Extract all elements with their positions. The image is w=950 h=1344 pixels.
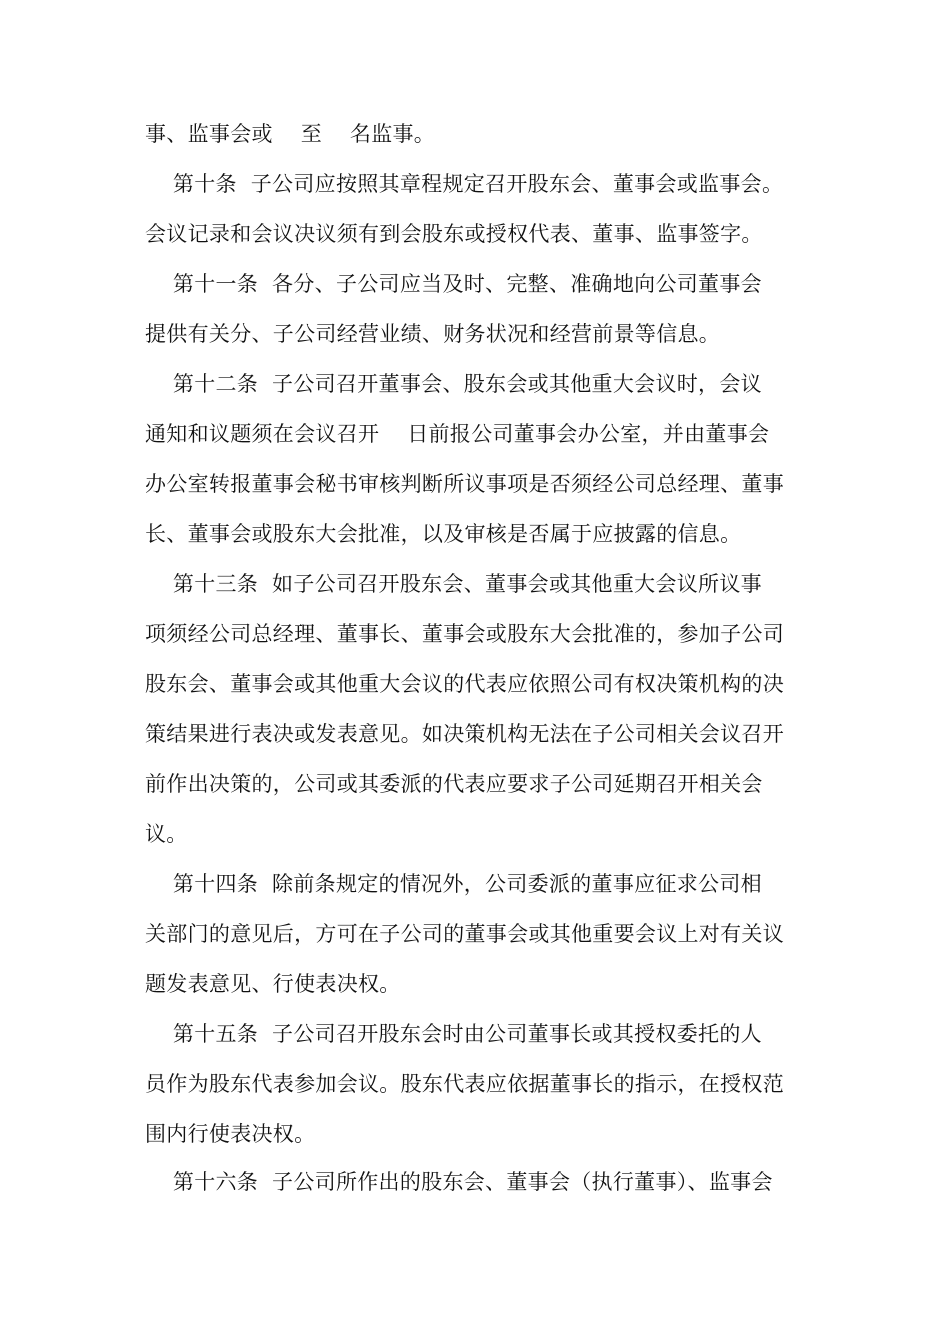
text-line: 第十三条 如子公司召开股东会、董事会或其他重大会议所议事 <box>145 572 762 596</box>
text-line: 办公室转报董事会秘书审核判断所议事项是否须经公司总经理、董事 <box>145 472 784 496</box>
text-line: 第十二条 子公司召开董事会、股东会或其他重大会议时，会议 <box>145 372 762 396</box>
text-line: 长、董事会或股东大会批准，以及审核是否属于应披露的信息。 <box>145 522 742 546</box>
text-line: 通知和议题须在会议召开 日前报公司董事会办公室，并由董事会 <box>145 422 770 446</box>
text-line: 围内行使表决权。 <box>145 1122 316 1146</box>
text-line: 题发表意见、行使表决权。 <box>145 972 401 996</box>
text-line: 提供有关分、子公司经营业绩、财务状况和经营前景等信息。 <box>145 322 721 346</box>
text-line: 策结果进行表决或发表意见。如决策机构无法在子公司相关会议召开 <box>145 722 784 746</box>
text-line: 第十六条 子公司所作出的股东会、董事会（执行董事）、监事会 <box>145 1170 773 1194</box>
text-line: 第十条 子公司应按照其章程规定召开股东会、董事会或监事会。 <box>145 172 784 196</box>
text-line: 事、监事会或 至 名监事。 <box>145 122 436 146</box>
text-line: 项须经公司总经理、董事长、董事会或股东大会批准的，参加子公司 <box>145 622 784 646</box>
text-line: 第十五条 子公司召开股东会时由公司董事长或其授权委托的人 <box>145 1022 762 1046</box>
text-line: 会议记录和会议决议须有到会股东或授权代表、董事、监事签字。 <box>145 222 763 246</box>
text-line: 议。 <box>145 822 188 846</box>
text-line: 员作为股东代表参加会议。股东代表应依据董事长的指示，在授权范 <box>145 1072 784 1096</box>
text-line: 关部门的意见后，方可在子公司的董事会或其他重要会议上对有关议 <box>145 922 784 946</box>
text-line: 股东会、董事会或其他重大会议的代表应依照公司有权决策机构的决 <box>145 672 784 696</box>
text-line: 前作出决策的，公司或其委派的代表应要求子公司延期召开相关会 <box>145 772 763 796</box>
text-line: 第十四条 除前条规定的情况外，公司委派的董事应征求公司相 <box>145 872 762 896</box>
text-line: 第十一条 各分、子公司应当及时、完整、准确地向公司董事会 <box>145 272 762 296</box>
